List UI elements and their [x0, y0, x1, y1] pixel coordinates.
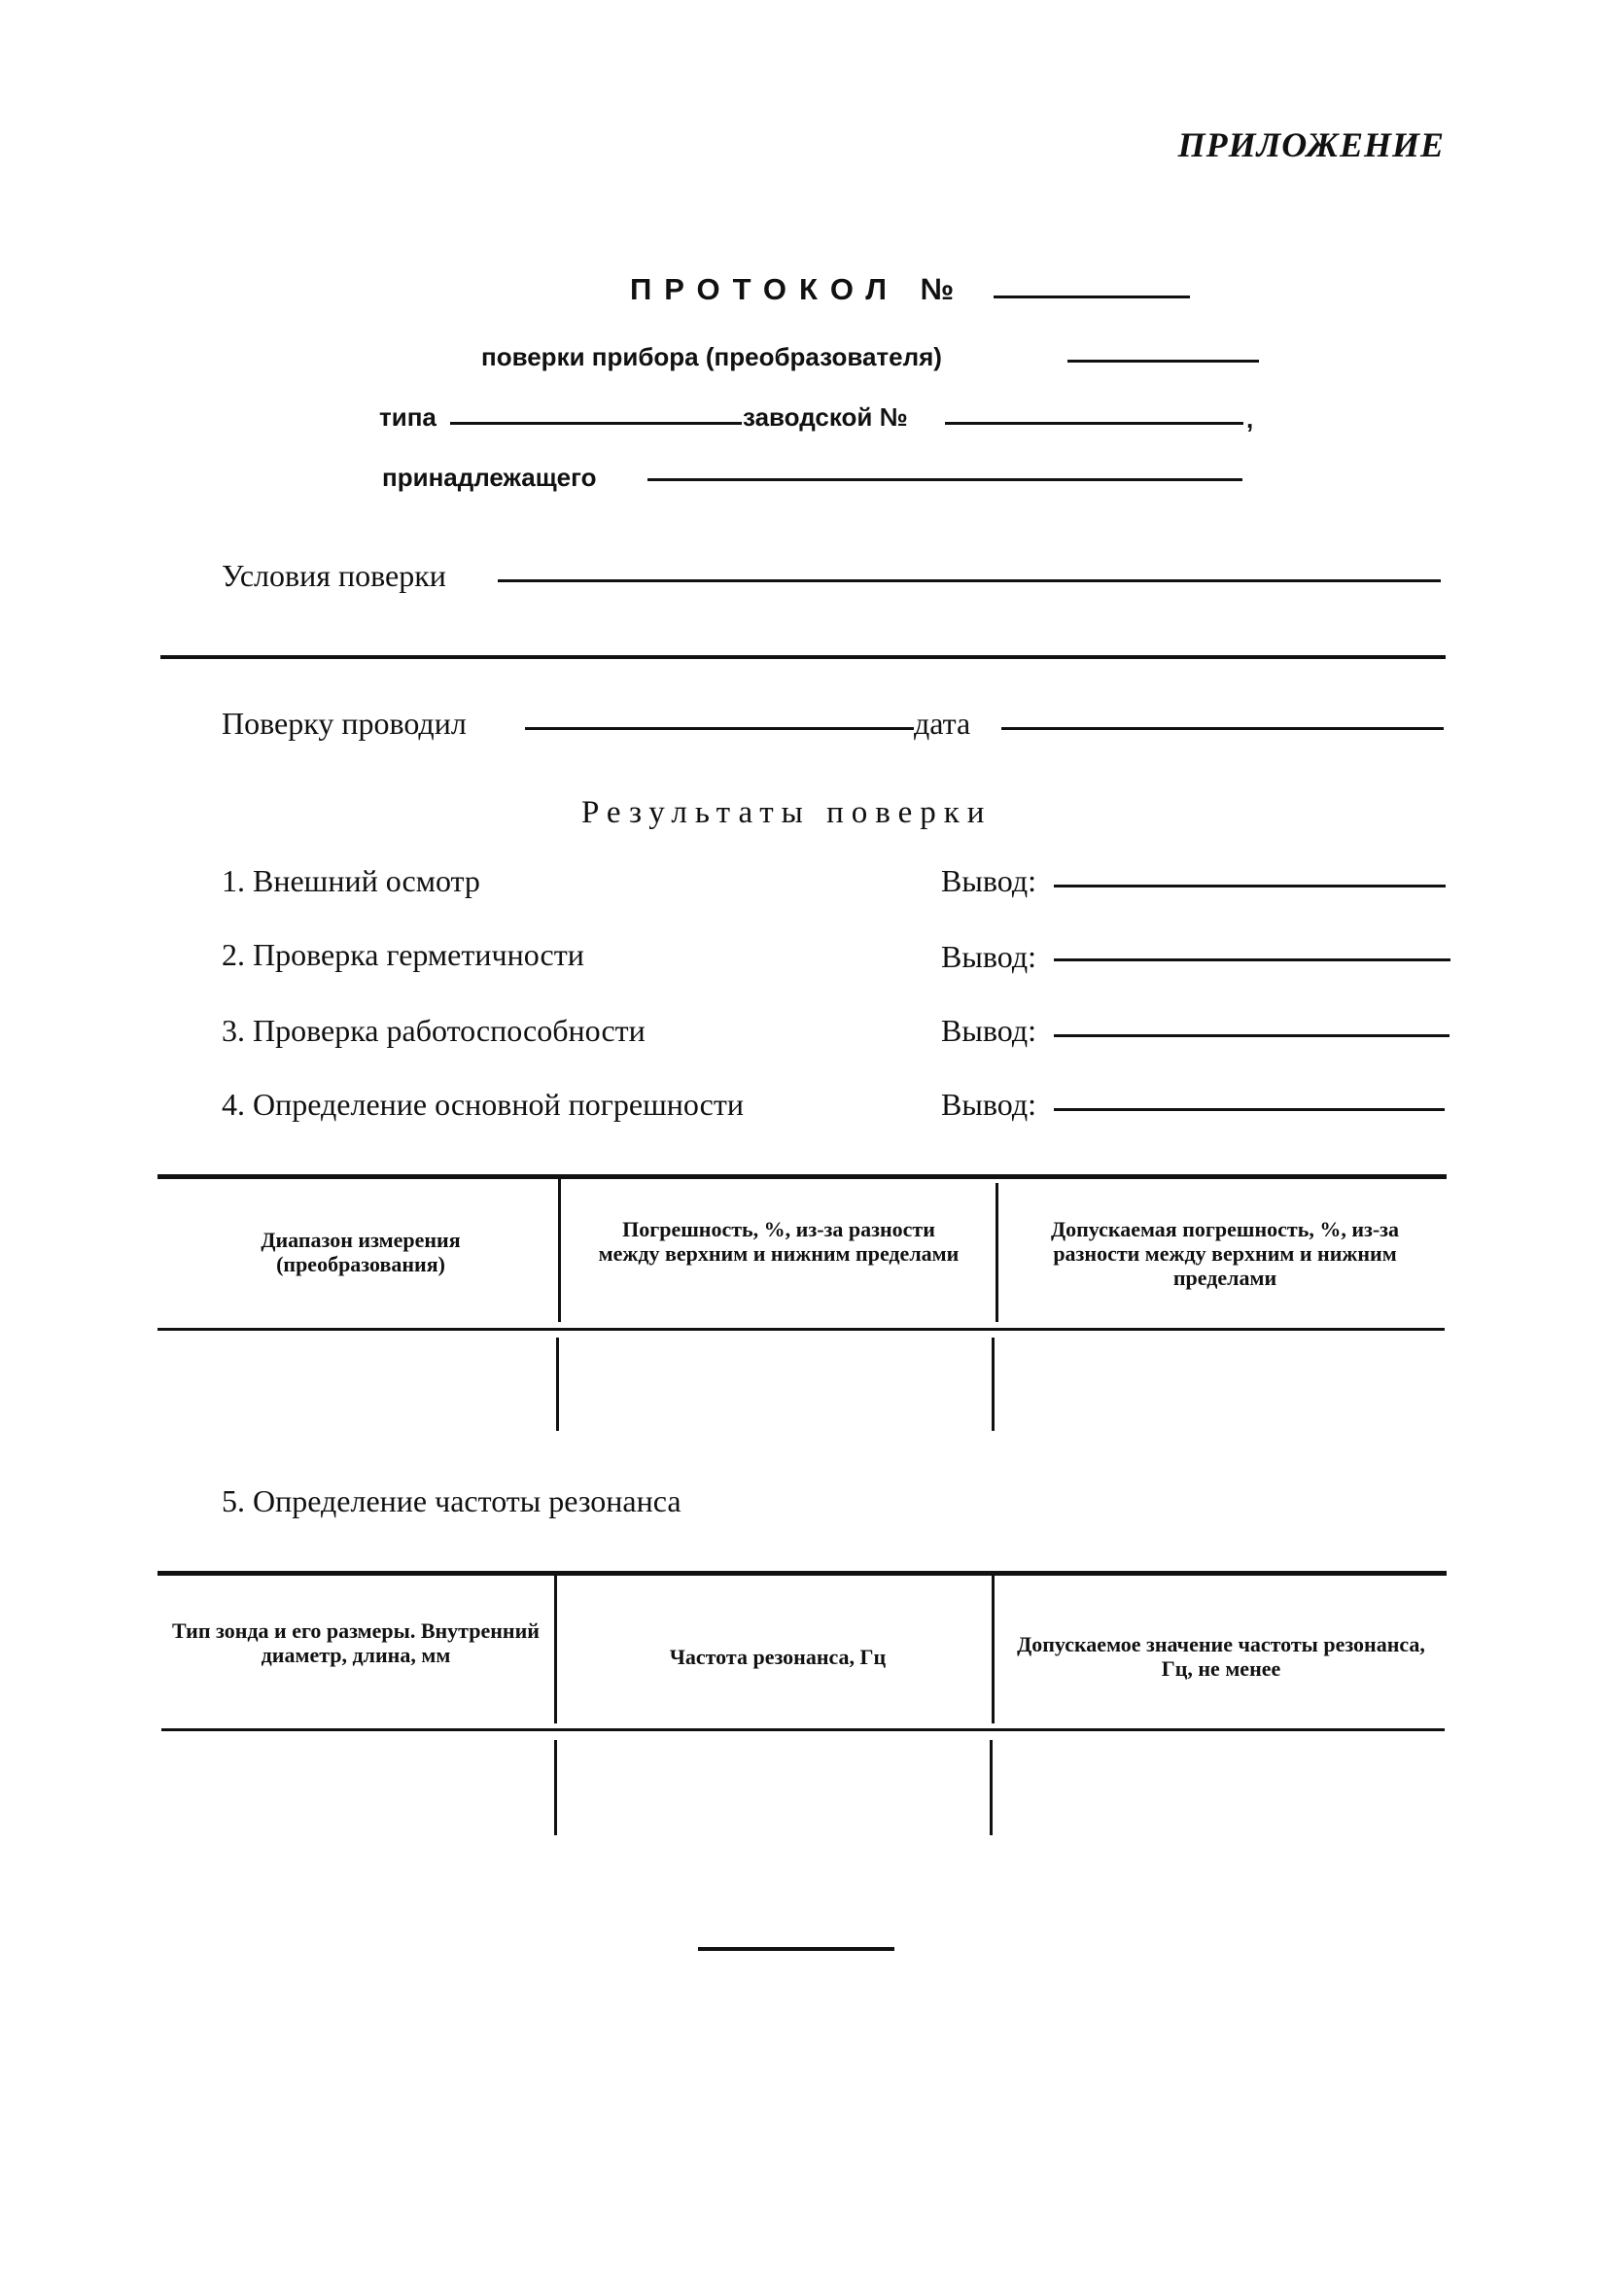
instrument-field[interactable] — [1067, 360, 1259, 363]
table-header-allowed-error: Допускаемая погрешность, %, из-за разности между верхним и нижним пределами — [1050, 1217, 1400, 1290]
table-cell[interactable] — [562, 1334, 990, 1429]
table-cell[interactable] — [560, 1736, 986, 1833]
table-column-divider — [992, 1576, 995, 1723]
owner-label: принадлежащего — [382, 463, 597, 492]
type-label: типа — [379, 402, 437, 432]
protocol-number-field[interactable] — [994, 296, 1190, 298]
conclusion-label: Вывод: — [941, 863, 1036, 898]
table-column-divider — [996, 1183, 998, 1322]
table-column-divider — [558, 1179, 561, 1322]
table-cell[interactable] — [997, 1334, 1445, 1429]
table-column-divider — [992, 1338, 995, 1431]
item-leak-test: 2. Проверка герметичности — [222, 937, 584, 972]
date-field[interactable] — [1001, 727, 1444, 730]
table-header-error: Погрешность, %, из-за разности между верхним и нижним пределами — [598, 1217, 960, 1266]
results-title: Результаты поверки — [581, 795, 993, 830]
table-top-rule — [157, 1174, 1447, 1179]
table-column-divider — [554, 1740, 557, 1835]
conclusion-field[interactable] — [1054, 1034, 1450, 1037]
conditions-field-continued[interactable] — [160, 655, 1446, 659]
item-basic-error: 4. Определение основной погрешности — [222, 1087, 744, 1122]
table-column-divider — [556, 1338, 559, 1431]
conclusion-label: Вывод: — [941, 1013, 1036, 1048]
table-header-rule — [161, 1728, 1445, 1731]
protocol-title: ПРОТОКОЛ № — [630, 272, 967, 306]
serial-number-field[interactable] — [945, 422, 1243, 425]
conclusion-label: Вывод: — [941, 939, 1036, 974]
table-cell[interactable] — [159, 1334, 554, 1429]
item-external-inspection: 1. Внешний осмотр — [222, 863, 480, 898]
table-header-rule — [157, 1328, 1445, 1331]
table-top-rule — [157, 1571, 1447, 1576]
item-resonance-frequency: 5. Определение частоты резонанса — [222, 1483, 681, 1518]
instrument-label: поверки прибора (преобразователя) — [481, 342, 942, 371]
table-header-probe-type: Тип зонда и его размеры. Внутренний диаметр, длина, мм — [172, 1618, 540, 1667]
table-column-divider — [990, 1740, 993, 1835]
conditions-label: Условия поверки — [222, 558, 446, 593]
type-field[interactable] — [450, 422, 742, 425]
table-column-divider — [554, 1576, 557, 1723]
table-header-resonance-frequency: Частота резонанса, Гц — [669, 1645, 887, 1669]
conclusion-label: Вывод: — [941, 1087, 1036, 1122]
serial-comma: , — [1246, 404, 1254, 434]
conditions-field[interactable] — [498, 579, 1441, 582]
performed-by-field[interactable] — [525, 727, 914, 730]
performed-by-label: Поверку проводил — [222, 706, 467, 741]
conclusion-field[interactable] — [1054, 885, 1446, 887]
footer-divider — [698, 1947, 894, 1951]
date-label: дата — [914, 706, 971, 741]
appendix-label: ПРИЛОЖЕНИЕ — [1177, 125, 1445, 164]
table-header-range: Диапазон измерения (преобразования) — [261, 1228, 461, 1276]
owner-field[interactable] — [647, 478, 1242, 481]
serial-label: заводской № — [743, 402, 908, 432]
conclusion-field[interactable] — [1054, 958, 1450, 961]
table-cell[interactable] — [996, 1736, 1445, 1833]
conclusion-field[interactable] — [1054, 1108, 1445, 1111]
item-operability-test: 3. Проверка работоспособности — [222, 1013, 646, 1048]
table-cell[interactable] — [161, 1736, 550, 1833]
table-header-min-frequency: Допускаемое значение частоты резонанса, Гц, не менее — [1017, 1632, 1425, 1681]
